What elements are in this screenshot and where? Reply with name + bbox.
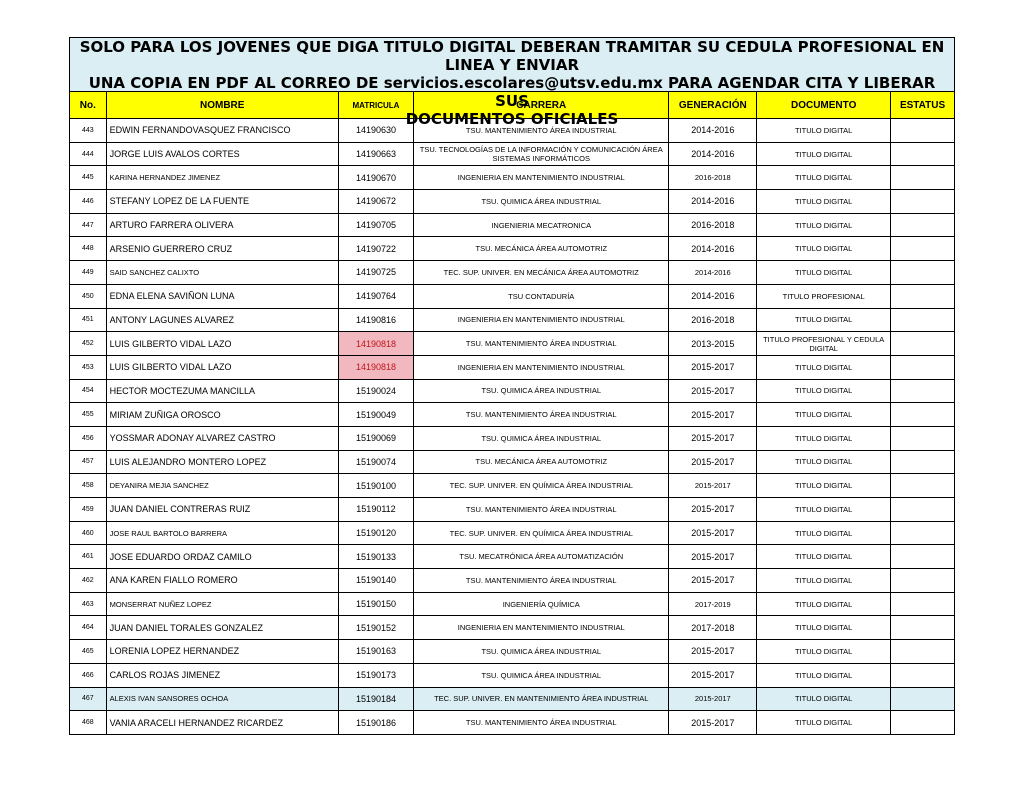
row-number: 450 <box>70 284 107 308</box>
student-matricula: 15190150 <box>338 592 413 616</box>
student-generacion: 2015-2017 <box>669 663 757 687</box>
row-number: 467 <box>70 687 107 711</box>
table-row <box>70 142 955 166</box>
student-carrera: TSU. MANTENIMIENTO ÁREA INDUSTRIAL <box>414 119 669 143</box>
student-generacion: 2015-2017 <box>669 379 757 403</box>
student-name: JUAN DANIEL TORALES GONZALEZ <box>106 616 338 640</box>
notice-line-1: SOLO PARA LOS JOVENES QUE DIGA TITULO DIGITAL DEBERAN TRAMITAR SU CEDULA PROFESIONAL EN LINEA Y ENVIAR <box>79 38 945 74</box>
row-number: 443 <box>70 119 107 143</box>
student-name: EDWIN FERNANDOVASQUEZ FRANCISCO <box>106 119 338 143</box>
row-number: 460 <box>70 521 107 545</box>
student-generacion: 2015-2017 <box>669 711 757 735</box>
student-name: KARINA HERNANDEZ JIMENEZ <box>106 166 338 190</box>
student-matricula: 14190670 <box>338 166 413 190</box>
student-documento: TITULO DIGITAL <box>757 213 891 237</box>
row-number: 447 <box>70 213 107 237</box>
student-matricula: 15190074 <box>338 450 413 474</box>
student-documento: TITULO DIGITAL <box>757 640 891 664</box>
student-name: ARSENIO GUERRERO CRUZ <box>106 237 338 261</box>
table-row <box>70 403 955 427</box>
student-generacion: 2014-2016 <box>669 237 757 261</box>
table-row <box>70 687 955 711</box>
student-name: LORENIA LOPEZ HERNANDEZ <box>106 640 338 664</box>
student-documento: TITULO DIGITAL <box>757 545 891 569</box>
student-documento: TITULO DIGITAL <box>757 355 891 379</box>
student-documento: TITULO DIGITAL <box>757 308 891 332</box>
student-estatus <box>891 379 955 403</box>
student-name: SAID SANCHEZ CALIXTO <box>106 261 338 285</box>
student-estatus <box>891 592 955 616</box>
table-row <box>70 379 955 403</box>
student-generacion: 2015-2017 <box>669 450 757 474</box>
table-row <box>70 426 955 450</box>
student-estatus <box>891 213 955 237</box>
student-matricula: 15190049 <box>338 403 413 427</box>
header-generacion: GENERACIÓN <box>669 92 757 119</box>
student-name: JOSE EDUARDO ORDAZ CAMILO <box>106 545 338 569</box>
student-name: ALEXIS IVAN SANSORES OCHOA <box>106 687 338 711</box>
student-estatus <box>891 569 955 593</box>
student-generacion: 2015-2017 <box>669 355 757 379</box>
row-number: 455 <box>70 403 107 427</box>
student-carrera: TSU. MECÁNICA ÁREA AUTOMOTRIZ <box>414 450 669 474</box>
student-documento: TITULO DIGITAL <box>757 119 891 143</box>
student-carrera: TSU CONTADURÍA <box>414 284 669 308</box>
student-carrera: INGENIERÍA QUÍMICA <box>414 592 669 616</box>
header-matricula: MATRICULA <box>338 92 413 119</box>
student-name: ANTONY LAGUNES ALVAREZ <box>106 308 338 332</box>
student-carrera: TSU. MANTENIMIENTO ÁREA INDUSTRIAL <box>414 569 669 593</box>
header-no: No. <box>70 92 107 119</box>
student-documento: TITULO DIGITAL <box>757 261 891 285</box>
row-number: 468 <box>70 711 107 735</box>
table-row <box>70 616 955 640</box>
student-carrera: TSU. QUIMICA ÁREA INDUSTRIAL <box>414 640 669 664</box>
student-documento: TITULO PROFESIONAL <box>757 284 891 308</box>
student-generacion: 2014-2016 <box>669 261 757 285</box>
student-estatus <box>891 616 955 640</box>
student-generacion: 2014-2016 <box>669 142 757 166</box>
student-documento: TITULO DIGITAL <box>757 450 891 474</box>
row-number: 463 <box>70 592 107 616</box>
student-name: DEYANIRA MEJIA SANCHEZ <box>106 474 338 498</box>
header-documento: DOCUMENTO <box>757 92 891 119</box>
table-row <box>70 308 955 332</box>
student-matricula: 14190764 <box>338 284 413 308</box>
table-row <box>70 521 955 545</box>
student-generacion: 2015-2017 <box>669 687 757 711</box>
student-generacion: 2017-2018 <box>669 616 757 640</box>
student-name: LUIS ALEJANDRO MONTERO LOPEZ <box>106 450 338 474</box>
notice-line-3: DOCUMENTOS OFICIALES <box>405 110 619 128</box>
table-row <box>70 474 955 498</box>
header-nombre: NOMBRE <box>106 92 338 119</box>
student-carrera: TSU. MANTENIMIENTO ÁREA INDUSTRIAL <box>414 403 669 427</box>
row-number: 465 <box>70 640 107 664</box>
row-number: 458 <box>70 474 107 498</box>
header-carrera: CARRERA <box>414 92 669 119</box>
student-carrera: TEC. SUP. UNIVER. EN MANTENIMIENTO ÁREA INDUSTRIAL <box>414 687 669 711</box>
row-number: 452 <box>70 332 107 356</box>
table-row <box>70 569 955 593</box>
student-generacion: 2015-2017 <box>669 569 757 593</box>
student-estatus <box>891 545 955 569</box>
row-number: 466 <box>70 663 107 687</box>
student-matricula: 14190818 <box>338 332 413 356</box>
student-generacion: 2015-2017 <box>669 640 757 664</box>
student-documento: TITULO DIGITAL <box>757 403 891 427</box>
student-name: CARLOS ROJAS JIMENEZ <box>106 663 338 687</box>
student-estatus <box>891 450 955 474</box>
row-number: 449 <box>70 261 107 285</box>
student-generacion: 2014-2016 <box>669 190 757 214</box>
row-number: 462 <box>70 569 107 593</box>
student-carrera: TSU. QUIMICA ÁREA INDUSTRIAL <box>414 426 669 450</box>
student-generacion: 2016-2018 <box>669 166 757 190</box>
student-documento: TITULO DIGITAL <box>757 498 891 522</box>
table-row <box>70 498 955 522</box>
student-carrera: TSU. MANTENIMIENTO ÁREA INDUSTRIAL <box>414 332 669 356</box>
student-matricula: 14190818 <box>338 355 413 379</box>
student-name: JOSE RAUL BARTOLO BARRERA <box>106 521 338 545</box>
student-matricula: 14190672 <box>338 190 413 214</box>
student-estatus <box>891 474 955 498</box>
student-documento: TITULO DIGITAL <box>757 569 891 593</box>
student-name: HECTOR MOCTEZUMA MANCILLA <box>106 379 338 403</box>
student-estatus <box>891 498 955 522</box>
student-documento: TITULO DIGITAL <box>757 663 891 687</box>
student-documento: TITULO DIGITAL <box>757 592 891 616</box>
student-generacion: 2015-2017 <box>669 521 757 545</box>
student-name: JORGE LUIS AVALOS CORTES <box>106 142 338 166</box>
row-number: 445 <box>70 166 107 190</box>
student-carrera: TEC. SUP. UNIVER. EN MECÁNICA ÁREA AUTOMOTRIZ <box>414 261 669 285</box>
student-carrera: TSU. QUIMICA ÁREA INDUSTRIAL <box>414 379 669 403</box>
student-matricula: 15190173 <box>338 663 413 687</box>
student-name: MONSERRAT NUÑEZ LOPEZ <box>106 592 338 616</box>
student-estatus <box>891 403 955 427</box>
student-matricula: 15190100 <box>338 474 413 498</box>
student-estatus <box>891 426 955 450</box>
student-documento: TITULO PROFESIONAL Y CEDULA DIGITAL <box>757 332 891 356</box>
student-carrera: INGENIERIA EN MANTENIMIENTO INDUSTRIAL <box>414 616 669 640</box>
student-matricula: 15190186 <box>338 711 413 735</box>
student-name: YOSSMAR ADONAY ALVAREZ CASTRO <box>106 426 338 450</box>
student-matricula: 14190630 <box>338 119 413 143</box>
student-estatus <box>891 663 955 687</box>
student-generacion: 2015-2017 <box>669 545 757 569</box>
spreadsheet <box>69 37 955 735</box>
student-generacion: 2014-2016 <box>669 284 757 308</box>
student-carrera: TEC. SUP. UNIVER. EN QUÍMICA ÁREA INDUSTRIAL <box>414 521 669 545</box>
table-row <box>70 332 955 356</box>
table-row <box>70 592 955 616</box>
student-matricula: 15190024 <box>338 379 413 403</box>
student-carrera: TSU. MANTENIMIENTO ÁREA INDUSTRIAL <box>414 711 669 735</box>
student-carrera: TSU. QUIMICA ÁREA INDUSTRIAL <box>414 190 669 214</box>
student-carrera: INGENIERIA EN MANTENIMIENTO INDUSTRIAL <box>414 355 669 379</box>
student-matricula: 14190663 <box>338 142 413 166</box>
student-estatus <box>891 119 955 143</box>
row-number: 444 <box>70 142 107 166</box>
student-matricula: 15190152 <box>338 616 413 640</box>
student-documento: TITULO DIGITAL <box>757 474 891 498</box>
row-number: 448 <box>70 237 107 261</box>
row-number: 457 <box>70 450 107 474</box>
student-estatus <box>891 521 955 545</box>
student-estatus <box>891 308 955 332</box>
students-table <box>69 91 955 735</box>
student-documento: TITULO DIGITAL <box>757 426 891 450</box>
student-generacion: 2015-2017 <box>669 498 757 522</box>
student-name: STEFANY LOPEZ DE LA FUENTE <box>106 190 338 214</box>
student-documento: TITULO DIGITAL <box>757 616 891 640</box>
student-carrera: TSU. MANTENIMIENTO ÁREA INDUSTRIAL <box>414 498 669 522</box>
student-generacion: 2016-2018 <box>669 308 757 332</box>
table-row <box>70 450 955 474</box>
row-number: 446 <box>70 190 107 214</box>
student-estatus <box>891 166 955 190</box>
student-generacion: 2015-2017 <box>669 474 757 498</box>
student-name: JUAN DANIEL CONTRERAS RUIZ <box>106 498 338 522</box>
student-matricula: 15190120 <box>338 521 413 545</box>
student-estatus <box>891 711 955 735</box>
table-row <box>70 355 955 379</box>
student-name: VANIA ARACELI HERNANDEZ RICARDEZ <box>106 711 338 735</box>
table-row <box>70 261 955 285</box>
student-name: ARTURO FARRERA OLIVERA <box>106 213 338 237</box>
student-name: EDNA ELENA SAVIÑON LUNA <box>106 284 338 308</box>
student-estatus <box>891 355 955 379</box>
student-generacion: 2014-2016 <box>669 119 757 143</box>
student-carrera: INGENIERIA EN MANTENIMIENTO INDUSTRIAL <box>414 308 669 332</box>
student-carrera: TSU. QUIMICA ÁREA INDUSTRIAL <box>414 663 669 687</box>
student-generacion: 2017-2019 <box>669 592 757 616</box>
student-estatus <box>891 332 955 356</box>
student-documento: TITULO DIGITAL <box>757 142 891 166</box>
student-generacion: 2013-2015 <box>669 332 757 356</box>
student-matricula: 15190112 <box>338 498 413 522</box>
student-estatus <box>891 142 955 166</box>
student-estatus <box>891 190 955 214</box>
student-estatus <box>891 261 955 285</box>
row-number: 451 <box>70 308 107 332</box>
row-number: 461 <box>70 545 107 569</box>
header-estatus: ESTATUS <box>891 92 955 119</box>
student-matricula: 14190722 <box>338 237 413 261</box>
table-row <box>70 284 955 308</box>
student-generacion: 2016-2018 <box>669 213 757 237</box>
row-number: 456 <box>70 426 107 450</box>
table-row <box>70 166 955 190</box>
table-row <box>70 545 955 569</box>
table-row <box>70 663 955 687</box>
student-documento: TITULO DIGITAL <box>757 379 891 403</box>
student-documento: TITULO DIGITAL <box>757 190 891 214</box>
table-row <box>70 711 955 735</box>
student-matricula: 14190725 <box>338 261 413 285</box>
student-carrera: INGENIERIA EN MANTENIMIENTO INDUSTRIAL <box>414 166 669 190</box>
student-documento: TITULO DIGITAL <box>757 237 891 261</box>
student-generacion: 2015-2017 <box>669 403 757 427</box>
student-name: LUIS GILBERTO VIDAL LAZO <box>106 355 338 379</box>
row-number: 453 <box>70 355 107 379</box>
student-matricula: 15190069 <box>338 426 413 450</box>
student-carrera: TSU. TECNOLOGÍAS DE LA INFORMACIÓN Y COMUNICACIÓN ÁREA SISTEMAS INFORMÁTICOS <box>414 142 669 166</box>
row-number: 459 <box>70 498 107 522</box>
student-estatus <box>891 237 955 261</box>
student-matricula: 14190705 <box>338 213 413 237</box>
student-matricula: 15190163 <box>338 640 413 664</box>
student-estatus <box>891 284 955 308</box>
student-estatus <box>891 640 955 664</box>
student-matricula: 15190184 <box>338 687 413 711</box>
row-number: 464 <box>70 616 107 640</box>
student-documento: TITULO DIGITAL <box>757 166 891 190</box>
table-row <box>70 237 955 261</box>
table-row <box>70 190 955 214</box>
student-carrera: INGENIERIA MECATRONICA <box>414 213 669 237</box>
student-documento: TITULO DIGITAL <box>757 711 891 735</box>
student-generacion: 2015-2017 <box>669 426 757 450</box>
student-carrera: TSU. MECÁNICA ÁREA AUTOMOTRIZ <box>414 237 669 261</box>
student-documento: TITULO DIGITAL <box>757 687 891 711</box>
student-carrera: TSU. MECATRÓNICA ÁREA AUTOMATIZACIÓN <box>414 545 669 569</box>
table-row <box>70 213 955 237</box>
student-estatus <box>891 687 955 711</box>
student-matricula: 14190816 <box>338 308 413 332</box>
student-name: LUIS GILBERTO VIDAL LAZO <box>106 332 338 356</box>
row-number: 454 <box>70 379 107 403</box>
table-row <box>70 640 955 664</box>
notice-line-2: UNA COPIA EN PDF AL CORREO DE servicios.escolares@utsv.edu.mx PARA AGENDAR CITA Y LIBERAR SUS <box>88 74 936 110</box>
student-matricula: 15190133 <box>338 545 413 569</box>
student-carrera: TEC. SUP. UNIVER. EN QUÍMICA ÁREA INDUSTRIAL <box>414 474 669 498</box>
student-matricula: 15190140 <box>338 569 413 593</box>
student-documento: TITULO DIGITAL <box>757 521 891 545</box>
student-name: MIRIAM ZUÑIGA OROSCO <box>106 403 338 427</box>
student-name: ANA KAREN FIALLO ROMERO <box>106 569 338 593</box>
